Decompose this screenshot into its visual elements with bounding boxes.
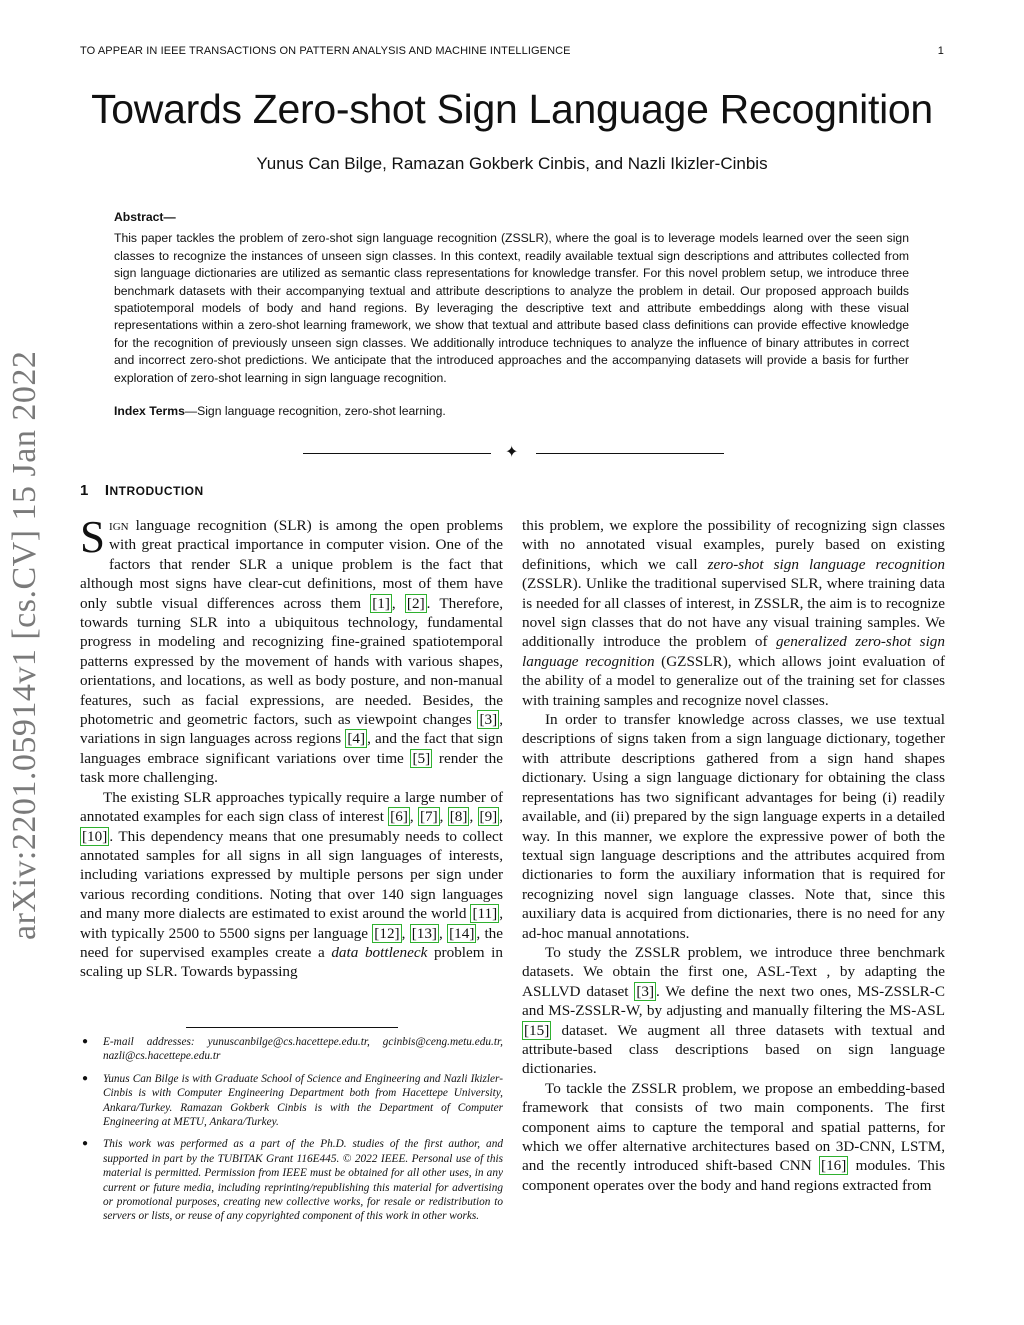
text-run: , with typically 2500 to 5500 signs per language — [80, 905, 503, 942]
citation-link[interactable]: [10] — [82, 827, 108, 845]
arxiv-identifier-stamp: arXiv:2201.05914v1 [cs.CV] 15 Jan 2022 — [6, 350, 43, 940]
text-run: , and the fact that sign languages embrace significant variations over time — [80, 730, 503, 767]
citation-separator: , — [401, 924, 410, 942]
citation-link[interactable]: [16] — [821, 1157, 847, 1175]
running-header — [80, 45, 944, 57]
text-run: . Therefore, towards turning SLR into a ubiquitous technology, fundamental progress in modeling and recognizing fine-grained spatiotemporal patterns expressed by the movement of hands with various shapes, orientations, and locations, as well as body posture, and non-manual features, such as facial expressions, are needed. Besides, the photometric and geometric factors, such as viewpoint changes — [80, 594, 504, 729]
dropcap-letter: S — [80, 512, 106, 562]
index-terms-text: —Sign language recognition, zero-shot learning. — [184, 404, 446, 419]
text-run: render the task more challenging. — [80, 749, 503, 787]
citation-link[interactable]: [11] — [472, 905, 498, 923]
text-run: this problem, we explore the possibility of recognizing sign classes with no annotated visual examples, purely based on existing definitions, which we call — [522, 517, 945, 573]
footnote-item — [80, 1035, 503, 1064]
section-divider — [300, 444, 724, 462]
section-number: 1 — [80, 482, 89, 499]
citation-link[interactable]: [3] — [479, 711, 498, 729]
left-column — [80, 512, 504, 982]
intro-paragraph-3 — [522, 516, 945, 710]
author-list: Yunus Can Bilge, Ramazan Gokberk Cinbis, and Nazli Ikizler-Cinbis — [256, 154, 768, 173]
citation-link[interactable]: [7] — [419, 808, 438, 826]
text-run: problem in scaling up SLR. Towards bypassing — [80, 943, 503, 981]
citation-separator: , — [499, 808, 504, 826]
intro-paragraph-6 — [522, 1079, 945, 1195]
bullet-icon: ● — [82, 1072, 89, 1084]
right-column — [522, 516, 945, 1195]
citation-link[interactable]: [12] — [374, 924, 400, 942]
abstract-label: Abstract— — [114, 210, 176, 224]
text-run: The existing SLR approaches typically require a large number of annotated examples for each sign class of interest — [80, 788, 503, 826]
bullet-icon: ● — [82, 1138, 89, 1150]
citation-link[interactable]: [6] — [390, 808, 408, 826]
footnote-text: This work was performed as a part of the Ph.D. studies of the first author, and supported in part by the TUBITAK Grant 116E445. © 2022 IEEE. Personal use of this material is permitted. Permission from IEEE must be obtained for all other uses, in any current or future media, including reprinting/republishing this material for advertising or promotional purposes, creating new collective works, for resale or redistribution to servers or lists, or reuse of any copyrighted component of this work in other works. — [103, 1138, 503, 1223]
citation-link[interactable]: [5] — [412, 749, 431, 767]
text-run: To study the ZSSLR problem, we introduce three benchmark datasets. We obtain the first one, ASL-Text , by adapting the ASLLVD dataset — [522, 943, 945, 1000]
index-terms-label: Index Terms — [114, 404, 185, 419]
text-run: , variations in sign languages across regions — [80, 711, 503, 748]
emphasis-text: generalized zero-shot sign language recognition — [522, 633, 945, 670]
smallcaps-word: ign — [109, 517, 129, 534]
text-run: modules. This component operates over the body and hand regions extracted from — [522, 1157, 945, 1194]
text-run: . We define the next two ones, MS-ZSSLR-C and MS-ZSSLR-W, by adjusting and manually filtering the MS-ASL — [522, 982, 945, 1020]
citation-separator: , — [409, 808, 418, 826]
citation-link[interactable]: [13] — [411, 924, 437, 942]
citation-link[interactable]: [14] — [449, 924, 475, 942]
bullet-icon: ● — [82, 1036, 89, 1047]
footnote-rule — [186, 1027, 398, 1028]
abstract-text: This paper tackles the problem of zero-shot sign language recognition (ZSSLR), where the goal is to leverage models learned over the seen sign classes to recognize the instances of unseen sign classes. In this context, readily available textual sign descriptions and attributes collected from sign language dictionaries are utilized as semantic class representations for knowledge transfer. For this novel problem setup, we introduce three benchmark datasets with their accompanying textual and attribute descriptions to analyze the problem in detail. Our proposed approach builds spatiotemporal models of body and hand regions. By leveraging the descriptive text and attribute embeddings along with these visual representations within a zero-shot learning framework, we show that textual and attribute based class definitions can provide effective knowledge for the recognition of previously unseen sign classes. We additionally introduce techniques to analyze the influence of binary attributes in correct and incorrect zero-shot predictions. We anticipate that the introduced approaches and the accompanying datasets will provide a basis for further exploration of zero-shot learning in sign language recognition. — [114, 231, 909, 385]
citation-link[interactable]: [1] — [372, 594, 390, 612]
journal-name: TO APPEAR IN IEEE TRANSACTIONS ON PATTERN ANALYSIS AND MACHINE INTELLIGENCE — [80, 45, 571, 57]
section-heading-introduction — [80, 482, 204, 499]
intro-paragraph-2 — [80, 788, 503, 982]
citation-link[interactable]: [2] — [406, 594, 425, 612]
text-run: language recognition (SLR) is among the open problems with great practical importance in computer vision. One of the factors that render SLR a unique problem is the fact that although most signs have clear-cut definitions, most of them have only subtle visual differences across them — [80, 517, 503, 612]
citation-link[interactable]: [3] — [636, 982, 655, 1000]
citation-link[interactable]: [15] — [524, 1021, 550, 1039]
footnote-text: E-mail addresses: yunuscanbilge@cs.hacettepe.edu.tr, gcinbis@ceng.metu.edu.tr, nazli@cs.hacettepe.edu.tr — [103, 1036, 503, 1063]
citation-separator: , — [439, 924, 448, 942]
citation-link[interactable]: [9] — [479, 808, 498, 826]
citation-separator: , — [391, 594, 405, 612]
text-run: (GZSSLR), which allows joint evaluation of the ability of a model to generalize out of the training set for classes with training samples and recognize novel classes. — [522, 652, 945, 709]
emphasis-text: zero-shot sign language recognition — [707, 555, 945, 573]
text-run: (ZSSLR). Unlike the traditional supervised SLR, where training data is needed for all classes of interest, in ZSSLR, the aim is to recognize novel sign classes that do not have any visual training samples. We additionally introduce the problem of — [522, 575, 945, 651]
abstract — [114, 209, 909, 420]
intro-paragraph-1 — [80, 512, 504, 788]
footnote-text: Yunus Can Bilge is with Graduate School of Science and Engineering and Nazli Ikizler-Cinbis is with Computer Engineering Department both from Hacettepe University, Ankara/Turkey. Ramazan Gokberk Cinbis is with the Department of Computer Engineering at METU, Ankara/Turkey. — [103, 1072, 503, 1129]
intro-paragraph-5 — [522, 943, 945, 1079]
page-number: 1 — [937, 45, 944, 57]
citation-link[interactable]: [4] — [347, 730, 366, 748]
emphasis-text: data bottleneck — [331, 943, 428, 961]
section-title-initial: I — [104, 482, 110, 499]
text-run: To tackle the ZSSLR problem, we propose an embedding-based framework that consists of two main components. The first component aims to capture the temporal and spatial patterns, for which we offer alternative architectures based on 3D-CNN, LSTM, and the recently introduced shift-based CNN — [522, 1079, 945, 1175]
divider-diamond-icon: ✦ — [505, 444, 519, 461]
divider-line-right — [536, 453, 724, 454]
text-run: dataset. We augment all three datasets with textual and attribute-based class descriptions based on sign language dictionaries. — [522, 1021, 945, 1078]
text-run: . This dependency means that one presumably needs to collect annotated samples for all signs in all sign languages of interests, including variations expressed by multiple persons per sign under various recording conditions. Noting that over 140 sign languages and many more dialects are estimated to exist around the world — [80, 827, 503, 923]
citation-separator: , — [469, 808, 478, 826]
footnote-item — [80, 1137, 503, 1223]
footnote-item — [80, 1072, 503, 1130]
citation-link[interactable]: [8] — [449, 808, 468, 826]
footnotes — [80, 1035, 503, 1232]
text-run: , the need for supervised examples create a — [80, 924, 504, 961]
index-terms — [114, 403, 909, 420]
divider-line-left — [303, 453, 491, 454]
section-title-rest: NTRODUCTION — [109, 484, 204, 498]
paper-title: Towards Zero-shot Sign Language Recognition — [91, 86, 933, 132]
intro-paragraph-4: In order to transfer knowledge across classes, we use textual descriptions of signs taken from a sign language dictionary, together with attribute descriptions gathered from a sign hand shapes dictionary. Using a sign language dictionary for obtaining the class representations has two significant advantages for being (i) readily available, and (ii) prepared by the sign language experts in a detailed way. In this manner, we explore the expressive power of both the textual sign language descriptions and the attributes acquired from dictionaries to form the auxiliary information that is required for recognizing novel sign language classes. Note that, since this auxiliary data is acquired from dictionaries, there is no need for any ad-hoc manual annotations. — [522, 711, 945, 942]
citation-separator: , — [439, 808, 448, 826]
